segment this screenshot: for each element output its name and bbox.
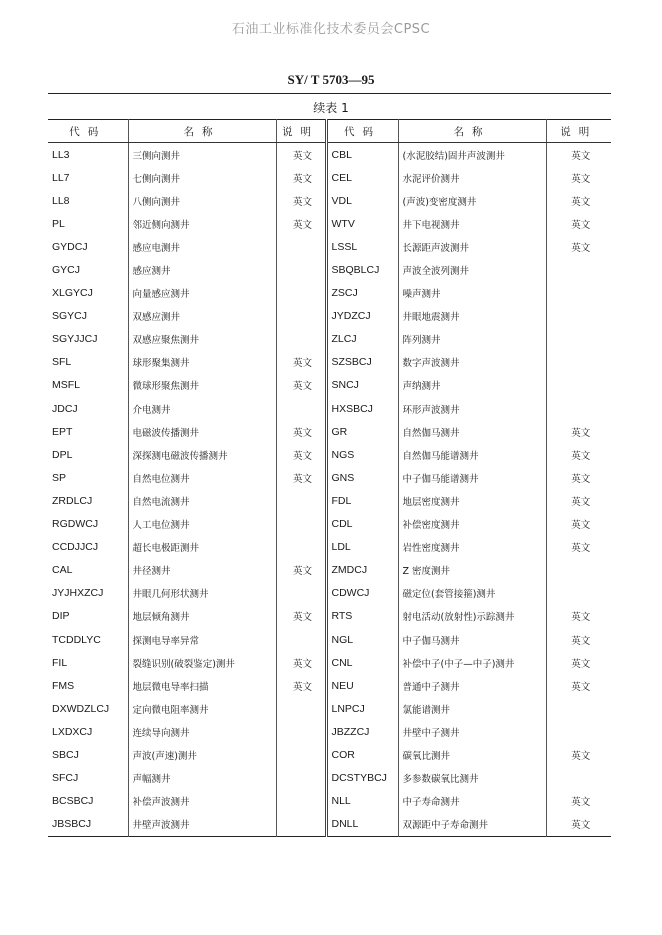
left-note-cell (276, 697, 326, 720)
left-note-cell (276, 282, 326, 305)
right-note-cell: 英文 (546, 443, 611, 466)
right-name-cell: 中子伽马能谱测井 (398, 466, 546, 489)
right-code-cell: WTV (326, 212, 398, 235)
left-note-cell (276, 767, 326, 790)
table-header-row (48, 120, 611, 143)
left-note-cell (276, 235, 326, 258)
left-note-cell: 英文 (276, 651, 326, 674)
table-row (48, 559, 611, 582)
table-row (48, 305, 611, 328)
right-name-cell: 井眼地震测井 (398, 305, 546, 328)
left-code-cell: GYCJ (52, 264, 81, 277)
right-code-cell: LSSL (326, 235, 398, 258)
right-code-cell: CEL (326, 166, 398, 189)
table-row (48, 374, 611, 397)
left-note-cell: 英文 (276, 443, 326, 466)
right-name-cell: 地层密度测井 (398, 489, 546, 512)
right-note-cell: 英文 (546, 674, 611, 697)
right-note-cell: 英文 (546, 790, 611, 813)
right-name-cell: 阵列测井 (398, 328, 546, 351)
left-name-cell: 邻近侧向测井 (128, 212, 276, 235)
left-code-cell: FMS (52, 679, 75, 692)
right-note-cell: 英文 (546, 143, 611, 167)
table-row (48, 212, 611, 235)
left-code-cell: DPL (52, 448, 73, 461)
left-code-cell: ZRDLCJ (52, 494, 93, 507)
left-code-cell: LL3 (52, 148, 70, 161)
left-name-cell: 连续导向测井 (128, 720, 276, 743)
right-code-cell: NGS (326, 443, 398, 466)
left-note-cell (276, 397, 326, 420)
left-code-cell: MSFL (52, 379, 81, 392)
right-name-cell: Z 密度测井 (398, 559, 546, 582)
left-name-cell: 介电测井 (128, 397, 276, 420)
left-note-cell (276, 628, 326, 651)
left-name-cell: 感应测井 (128, 258, 276, 281)
left-code-cell: JDCJ (52, 402, 78, 415)
right-code-cell: SBQBLCJ (326, 258, 398, 281)
left-code-cell: DXWDZLCJ (52, 702, 110, 715)
header-code-right: 代码 (326, 120, 398, 143)
left-code-cell: SP (52, 471, 67, 484)
left-note-cell (276, 720, 326, 743)
right-note-cell (546, 559, 611, 582)
left-note-cell: 英文 (276, 420, 326, 443)
table-row (48, 628, 611, 651)
right-code-cell: GNS (326, 466, 398, 489)
right-code-cell: CDL (326, 513, 398, 536)
table-row (48, 582, 611, 605)
right-name-cell: 数字声波测井 (398, 351, 546, 374)
table-row (48, 397, 611, 420)
right-name-cell: 磁定位(套管接箍)测井 (398, 582, 546, 605)
left-code-cell: SGYCJ (52, 310, 88, 323)
left-name-cell: 地层微电导率扫描 (128, 674, 276, 697)
top-rule (48, 93, 611, 94)
right-name-cell: 碳氧比测井 (398, 743, 546, 766)
right-name-cell: 氯能谱测井 (398, 697, 546, 720)
table-row (48, 697, 611, 720)
left-note-cell (276, 536, 326, 559)
left-note-cell (276, 489, 326, 512)
right-code-cell: FDL (326, 489, 398, 512)
right-name-cell: 多参数碳氧比测井 (398, 767, 546, 790)
left-name-cell: 双感应聚焦测井 (128, 328, 276, 351)
left-name-cell: 裂缝识别(破裂鉴定)测井 (128, 651, 276, 674)
right-note-cell (546, 258, 611, 281)
left-code-cell: LL8 (52, 194, 70, 207)
right-code-cell: NLL (326, 790, 398, 813)
right-note-cell (546, 720, 611, 743)
right-note-cell: 英文 (546, 743, 611, 766)
left-name-cell: 声幅测井 (128, 767, 276, 790)
left-code-cell: RGDWCJ (52, 518, 99, 531)
table-row (48, 282, 611, 305)
right-note-cell: 英文 (546, 651, 611, 674)
table-row (48, 166, 611, 189)
table-row (48, 536, 611, 559)
right-name-cell: 普通中子测井 (398, 674, 546, 697)
right-code-cell: VDL (326, 189, 398, 212)
left-note-cell: 英文 (276, 351, 326, 374)
right-code-cell: GR (326, 420, 398, 443)
left-name-cell: 七侧向测井 (128, 166, 276, 189)
header-name-right: 名称 (398, 120, 546, 143)
left-note-cell (276, 328, 326, 351)
right-note-cell (546, 397, 611, 420)
right-note-cell: 英文 (546, 166, 611, 189)
term-table (48, 119, 611, 837)
table-row (48, 513, 611, 536)
right-name-cell: 补偿密度测井 (398, 513, 546, 536)
right-code-cell: CNL (326, 651, 398, 674)
right-note-cell (546, 374, 611, 397)
table-title: 续表 1 (313, 101, 349, 115)
right-code-cell: ZSCJ (326, 282, 398, 305)
left-code-cell: GYDCJ (52, 240, 88, 253)
left-name-cell: 向量感应测井 (128, 282, 276, 305)
left-code-cell: SGYJJCJ (52, 333, 98, 346)
left-name-cell: 井径测井 (128, 559, 276, 582)
left-code-cell: CAL (52, 564, 73, 577)
right-name-cell: 岩性密度测井 (398, 536, 546, 559)
left-name-cell: 球形聚集测井 (128, 351, 276, 374)
left-note-cell (276, 582, 326, 605)
left-name-cell: 微球形聚焦测井 (128, 374, 276, 397)
header-note-left: 说明 (276, 120, 326, 143)
left-code-cell: SFL (52, 356, 72, 369)
left-name-cell: 人工电位测井 (128, 513, 276, 536)
left-note-cell: 英文 (276, 559, 326, 582)
table-row (48, 235, 611, 258)
right-code-cell: JYDZCJ (326, 305, 398, 328)
table-row (48, 605, 611, 628)
right-note-cell: 英文 (546, 489, 611, 512)
right-code-cell: DNLL (326, 813, 398, 837)
left-code-cell: XLGYCJ (52, 287, 93, 300)
left-code-cell: EPT (52, 425, 73, 438)
right-name-cell: 长源距声波测井 (398, 235, 546, 258)
left-note-cell (276, 813, 326, 837)
right-note-cell (546, 351, 611, 374)
left-code-cell: BCSBCJ (52, 795, 94, 808)
right-name-cell: 中子寿命测井 (398, 790, 546, 813)
table-row (48, 143, 611, 167)
right-note-cell (546, 582, 611, 605)
right-code-cell: LNPCJ (326, 697, 398, 720)
right-note-cell: 英文 (546, 189, 611, 212)
left-name-cell: 八侧向测井 (128, 189, 276, 212)
table-row (48, 466, 611, 489)
right-note-cell: 英文 (546, 813, 611, 837)
right-name-cell: 井壁中子测井 (398, 720, 546, 743)
right-note-cell: 英文 (546, 628, 611, 651)
left-note-cell: 英文 (276, 466, 326, 489)
right-note-cell: 英文 (546, 605, 611, 628)
right-name-cell: 自然伽马测井 (398, 420, 546, 443)
table-row (48, 443, 611, 466)
standard-code: SY/ T 5703—95 (287, 72, 375, 87)
left-code-cell: CCDJJCJ (52, 541, 99, 554)
right-code-cell: ZLCJ (326, 328, 398, 351)
table-row (48, 489, 611, 512)
left-code-cell: FIL (52, 656, 68, 669)
right-code-cell: SNCJ (326, 374, 398, 397)
right-code-cell: JBZZCJ (326, 720, 398, 743)
left-code-cell: TCDDLYC (52, 633, 101, 646)
right-code-cell: NGL (326, 628, 398, 651)
left-name-cell: 自然电位测井 (128, 466, 276, 489)
right-code-cell: CBL (326, 143, 398, 167)
left-code-cell: DIP (52, 610, 70, 623)
right-name-cell: 声波全波列测井 (398, 258, 546, 281)
right-note-cell (546, 328, 611, 351)
left-note-cell (276, 743, 326, 766)
right-note-cell: 英文 (546, 235, 611, 258)
left-code-cell: LXDXCJ (52, 725, 93, 738)
right-note-cell (546, 767, 611, 790)
table-row (48, 790, 611, 813)
right-note-cell: 英文 (546, 420, 611, 443)
watermark-text: 石油工业标准化技术委员会CPSC (231, 22, 431, 37)
left-name-cell: 地层倾角测井 (128, 605, 276, 628)
right-note-cell: 英文 (546, 212, 611, 235)
left-name-cell: 电磁波传播测井 (128, 420, 276, 443)
right-code-cell: COR (326, 743, 398, 766)
left-name-cell: 井壁声波测井 (128, 813, 276, 837)
left-name-cell: 补偿声波测井 (128, 790, 276, 813)
left-name-cell: 自然电流测井 (128, 489, 276, 512)
left-name-cell: 双感应测井 (128, 305, 276, 328)
left-code-cell: JBSBCJ (52, 818, 92, 831)
header-code-left: 代码 (48, 120, 128, 143)
right-name-cell: 井下电视测井 (398, 212, 546, 235)
left-note-cell (276, 305, 326, 328)
right-code-cell: LDL (326, 536, 398, 559)
left-name-cell: 定向微电阻率测井 (128, 697, 276, 720)
right-note-cell (546, 697, 611, 720)
right-code-cell: DCSTYBCJ (326, 767, 398, 790)
table-row (48, 258, 611, 281)
table-row (48, 813, 611, 837)
table-row (48, 651, 611, 674)
left-note-cell: 英文 (276, 166, 326, 189)
table-row (48, 674, 611, 697)
right-code-cell: CDWCJ (326, 582, 398, 605)
right-note-cell (546, 305, 611, 328)
right-code-cell: HXSBCJ (326, 397, 398, 420)
right-name-cell: 水泥评价测井 (398, 166, 546, 189)
left-code-cell: JYJHXZCJ (52, 587, 104, 600)
table-row (48, 420, 611, 443)
right-note-cell (546, 282, 611, 305)
left-code-cell: PL (52, 217, 65, 230)
right-code-cell: NEU (326, 674, 398, 697)
left-name-cell: 深探测电磁波传播测井 (128, 443, 276, 466)
left-note-cell: 英文 (276, 374, 326, 397)
left-note-cell: 英文 (276, 143, 326, 167)
right-name-cell: 补偿中子(中子—中子)测井 (398, 651, 546, 674)
header-name-left: 名称 (128, 120, 276, 143)
left-note-cell (276, 513, 326, 536)
table-row (48, 351, 611, 374)
left-name-cell: 超长电极距测井 (128, 536, 276, 559)
left-name-cell: 井眼几何形状测井 (128, 582, 276, 605)
right-code-cell: ZMDCJ (326, 559, 398, 582)
left-name-cell: 感应电测井 (128, 235, 276, 258)
right-name-cell: 中子伽马测井 (398, 628, 546, 651)
table-row (48, 743, 611, 766)
right-name-cell: (声波)变密度测井 (398, 189, 546, 212)
left-note-cell: 英文 (276, 674, 326, 697)
left-code-cell: SFCJ (52, 772, 79, 785)
right-code-cell: SZSBCJ (326, 351, 398, 374)
table-row (48, 767, 611, 790)
left-name-cell: 声波(声速)测井 (128, 743, 276, 766)
right-note-cell: 英文 (546, 466, 611, 489)
right-name-cell: 噪声测井 (398, 282, 546, 305)
left-name-cell: 探测电导率异常 (128, 628, 276, 651)
header-note-right: 说明 (546, 120, 611, 143)
table-row (48, 720, 611, 743)
right-note-cell: 英文 (546, 513, 611, 536)
left-code-cell: SBCJ (52, 748, 79, 761)
left-code-cell: LL7 (52, 171, 70, 184)
left-note-cell: 英文 (276, 212, 326, 235)
left-note-cell: 英文 (276, 189, 326, 212)
right-name-cell: 环形声波测井 (398, 397, 546, 420)
right-code-cell: RTS (326, 605, 398, 628)
table-row (48, 189, 611, 212)
right-name-cell: 双源距中子寿命测井 (398, 813, 546, 837)
right-name-cell: 声纳测井 (398, 374, 546, 397)
table-row (48, 328, 611, 351)
left-note-cell (276, 258, 326, 281)
right-name-cell: 射电活动(放射性)示踪测井 (398, 605, 546, 628)
right-note-cell: 英文 (546, 536, 611, 559)
right-name-cell: (水泥胶结)固井声波测井 (398, 143, 546, 167)
left-note-cell: 英文 (276, 605, 326, 628)
left-name-cell: 三侧向测井 (128, 143, 276, 167)
left-note-cell (276, 790, 326, 813)
table-body (48, 143, 611, 837)
right-name-cell: 自然伽马能谱测井 (398, 443, 546, 466)
